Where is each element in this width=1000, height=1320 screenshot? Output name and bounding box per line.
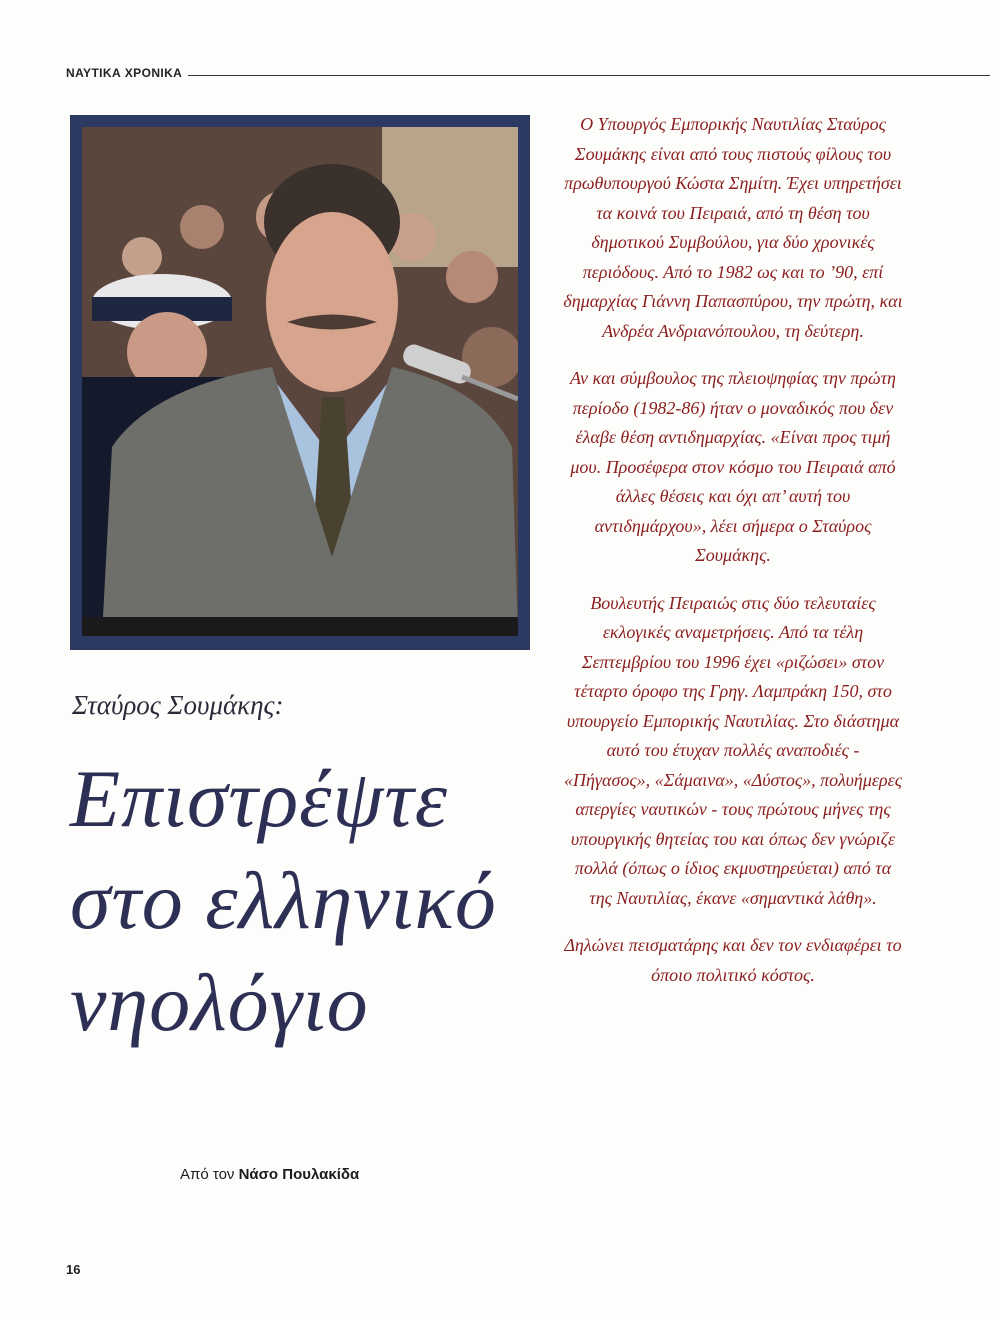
byline [180,1166,359,1183]
byline-prefix: Από τον [180,1166,235,1183]
byline-author: Νάσο Πουλακίδα [238,1166,360,1183]
title-line: νηολόγιο [70,957,369,1048]
column-paragraph: Ο Υπουργός Εμπορικής Ναυτιλίας Σταύρος Σουμάκης είναι από τους πιστούς φίλους του πρωθυπουργού Κώστα Σημίτη. Έχει υπηρετήσει τα κοινά του Πειραιά, από τη θέση του δημοτικού Συμβούλου, για δύο χρονικές περιόδους. Από το 1982 ως και το ’90, επί δημαρχίας Γιάννη Παπασπύρου, την πρώτη, και Ανδρέα Ανδριανόπουλου, τη δεύτερη. [563,114,903,341]
column-paragraph: Βουλευτής Πειραιώς στις δύο τελευταίες εκλογικές αναμετρήσεις. Από τα τέλη Σεπτεμβρίου του 1996 έχει «ριζώσει» στον τέταρτο όροφο της Γρηγ. Λαμπράκη 150, στο υπουργείο Εμπορικής Ναυτιλίας. Στο διάστημα αυτό του έτυχαν πολλές αναποδιές - «Πήγασος», «Σάμαινα», «Δύστος», πολυήμερες απεργίες ναυτικών - τους πρώτους μήνες της υπουργικής θητείας του και όπως δεν γνώριζε πολλά (όπως ο ίδιος εκμυστηρεύεται) από τα της Ναυτιλίας, έκανε «σημαντικά λάθη». [563,592,903,908]
article-title [70,748,540,1054]
header-divider [188,75,990,76]
section-header: ΝΑΥΤΙΚΑ ΧΡΟΝΙΚΑ [66,66,183,80]
title-line: στο ελληνικό [70,855,497,946]
column-paragraph: Αν και σύμβουλος της πλειοψηφίας την πρώτη περίοδο (1982-86) ήταν ο μοναδικός που δεν έλαβε θέση αντιδημαρχίας. «Είναι προς τιμή μου. Προσέφερα στον κόσμο του Πειραιά από άλλες θέσεις και όχι απ’ αυτή του αντιδημάρχου», λέει σήμερα ο Σταύρος Σουμάκης. [570,368,896,565]
article-column [563,110,903,1008]
article-subtitle: Σταύρος Σουμάκης: [72,690,284,720]
column-paragraph: Δηλώνει πεισματάρης και δεν τον ενδιαφέρει το όποιο πολιτικό κόστος. [564,935,902,985]
title-line: Επιστρέψτε [70,753,448,844]
portrait-photo-icon [82,127,518,636]
photo-frame [70,115,530,650]
page-number: 16 [66,1262,81,1277]
